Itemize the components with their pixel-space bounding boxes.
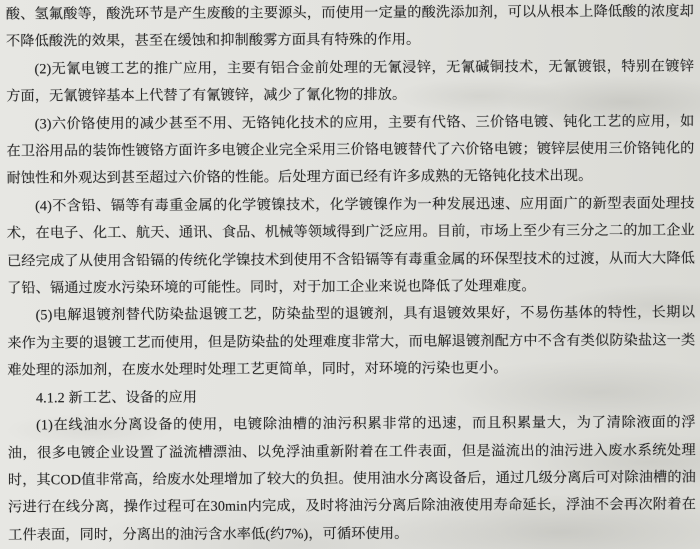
para-5-electrolytic-stripping: (5)电解退镀剂替代防染盐退镀工艺，防染盐型的退镀剂，具有退镀效果好，不易伤基体的特性，长期以来作为主要的退镀工艺而使用，但是防染盐的处理难度非常大，而电解退镀剂配方中不含有类似防染盐这一类难处理的添加剂，在废水处理时处理工艺更简单，同时，对环境的污染也更小。 [7, 304, 696, 379]
para-4-lead-cadmium-free-nickel: (4)不含铅、镉等有毒重金属的化学镀镍技术，化学镀镍作为一种发展迅速、应用面广的新型表面处理技术，在电子、化工、航天、通讯、食品、机械等领域得到广泛应用。目前，市场上至少有三分之二的加工企业已经完成了从使用含铅镉的传统化学镍技术到使用不含铅镉等有毒重金属的环保型技术的过渡，从而大大降低了铅、镉通过废水污染环境的可能性。同时，对于加工企业来说也降低了处理难度。 [6, 195, 695, 297]
para-3-hexavalent-chromium-reduction: (3)六价铬使用的减少甚至不用、无铬钝化技术的应用，主要有代铬、三价铬电镀、钝化工艺的应用，如在卫浴用品的装饰性镀铬方面许多电镀企业完全采用三价铬电镀替代了六价铬电镀；镀锌层使用三价铬钝化的耐蚀性和外观达到甚至超过六价铬的性能。后处理方面已经有许多成熟的无铬钝化技术出现。 [6, 113, 695, 187]
section-heading-4-1-2: 4.1.2 新工艺、设备的应用 [35, 389, 198, 407]
para-2-cyanide-free-plating: (2)无氰电镀工艺的推广应用，主要有铝合金前处理的无氰浸锌，无氰碱铜技术，无氰镀银，特别在镀锌方面，无氰镀锌基本上代替了有氰镀锌，减少了氰化物的排放。 [6, 58, 695, 105]
para-1-oil-water-separator: (1)在线油水分离设备的使用，电镀除油槽的油污积累非常的迅速，而且积累量大，为了清除液面的浮油，很多电镀企业设置了溢流槽漂油、以免浮油重新附着在工件表面，但是溢流出的油污进入废水系统处理时，其COD值非常高，给废水处理增加了较大的负担。使用油水分离设备后，通过几级分离后可对除油槽的油污进行在线分离，操作过程可在30min内完成，及时将油污分离后除油液使用寿命延长，浮油不会再次附着在工件表面，同时，分离出的油污含水率低(约7%)，可循环使用。 [7, 414, 697, 544]
para-acid-wash-continued: 酸、氢氟酸等，酸洗环节是产生废酸的主要源头，而使用一定量的酸洗添加剂，可以从根本上降低酸的浓度却不降低酸洗的效果，甚至在缓蚀和抑制酸雾方面具有特殊的作用。 [5, 3, 694, 50]
document-body [6, 0, 696, 549]
